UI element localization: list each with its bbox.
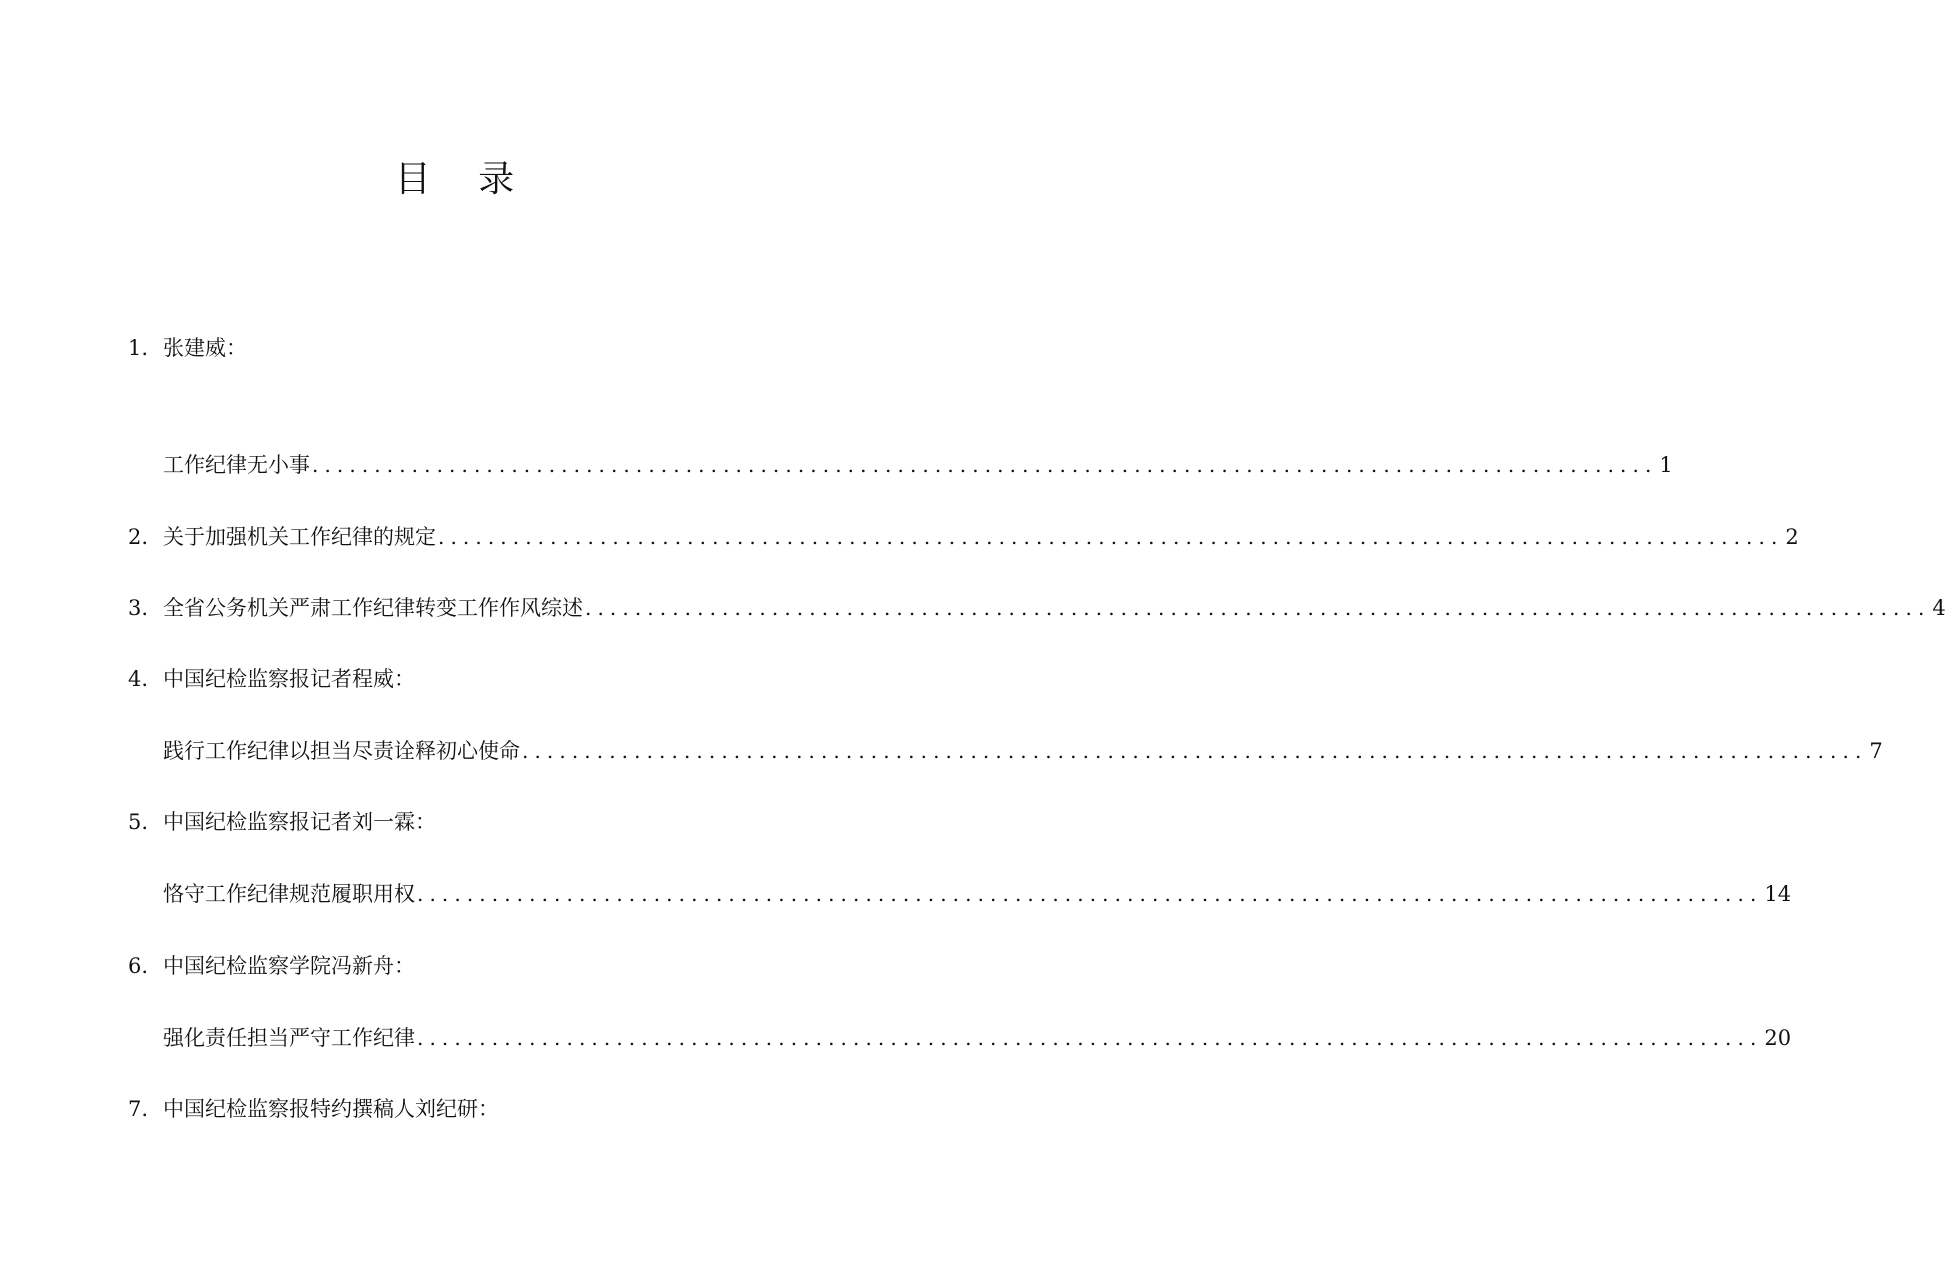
- dot-leader: ............................................................................................................: [438, 525, 1784, 549]
- toc-entry-5[interactable]: [163, 879, 1792, 909]
- toc-entry-title: 关于加强机关工作纪律的规定: [163, 525, 436, 549]
- page-number: 1: [1659, 453, 1673, 477]
- toc-number-2: 2.: [128, 525, 149, 549]
- toc-entry-6[interactable]: [163, 1023, 1792, 1053]
- dot-leader: ............................................................................................................: [417, 1026, 1763, 1050]
- toc-number-4: 4.: [128, 667, 149, 691]
- toc-entry-title: 工作纪律无小事: [163, 453, 310, 477]
- page-title: 目 录: [394, 159, 533, 200]
- toc-entry-title: 强化责任担当严守工作纪律: [163, 1026, 415, 1050]
- dot-leader: ............................................................................................................: [312, 453, 1658, 477]
- toc-heading-4: 中国纪检监察报记者程威：: [163, 667, 415, 691]
- toc-heading-5: 中国纪检监察报记者刘一霖：: [163, 810, 436, 834]
- toc-number-6: 6.: [128, 954, 149, 978]
- toc-entry-title: 全省公务机关严肃工作纪律转变工作作风综述: [163, 596, 583, 620]
- page-number: 14: [1764, 882, 1792, 906]
- toc-entry-title: 践行工作纪律以担当尽责诠释初心使命: [163, 739, 520, 763]
- toc-entry-2[interactable]: [163, 522, 1799, 552]
- toc-heading-7: 中国纪检监察报特约撰稿人刘纪研：: [163, 1097, 499, 1121]
- toc-number-3: 3.: [128, 596, 149, 620]
- toc-number-1: 1.: [128, 336, 149, 360]
- page-number: 4: [1932, 596, 1946, 620]
- toc-heading-1: 张建威：: [163, 336, 247, 360]
- dot-leader: ............................................................................................................: [417, 882, 1763, 906]
- dot-leader: ............................................................................................................: [522, 739, 1868, 763]
- dot-leader: ............................................................................................................: [585, 596, 1931, 620]
- page-number: 7: [1869, 739, 1883, 763]
- toc-entry-4[interactable]: [163, 736, 1883, 766]
- toc-number-7: 7.: [128, 1097, 149, 1121]
- toc-entry-1[interactable]: [163, 450, 1673, 480]
- page-number: 2: [1785, 525, 1799, 549]
- toc-heading-6: 中国纪检监察学院冯新舟：: [163, 954, 415, 978]
- toc-number-5: 5.: [128, 810, 149, 834]
- toc-entry-3[interactable]: [163, 593, 1946, 623]
- page-number: 20: [1764, 1026, 1792, 1050]
- toc-entry-title: 恪守工作纪律规范履职用权: [163, 882, 415, 906]
